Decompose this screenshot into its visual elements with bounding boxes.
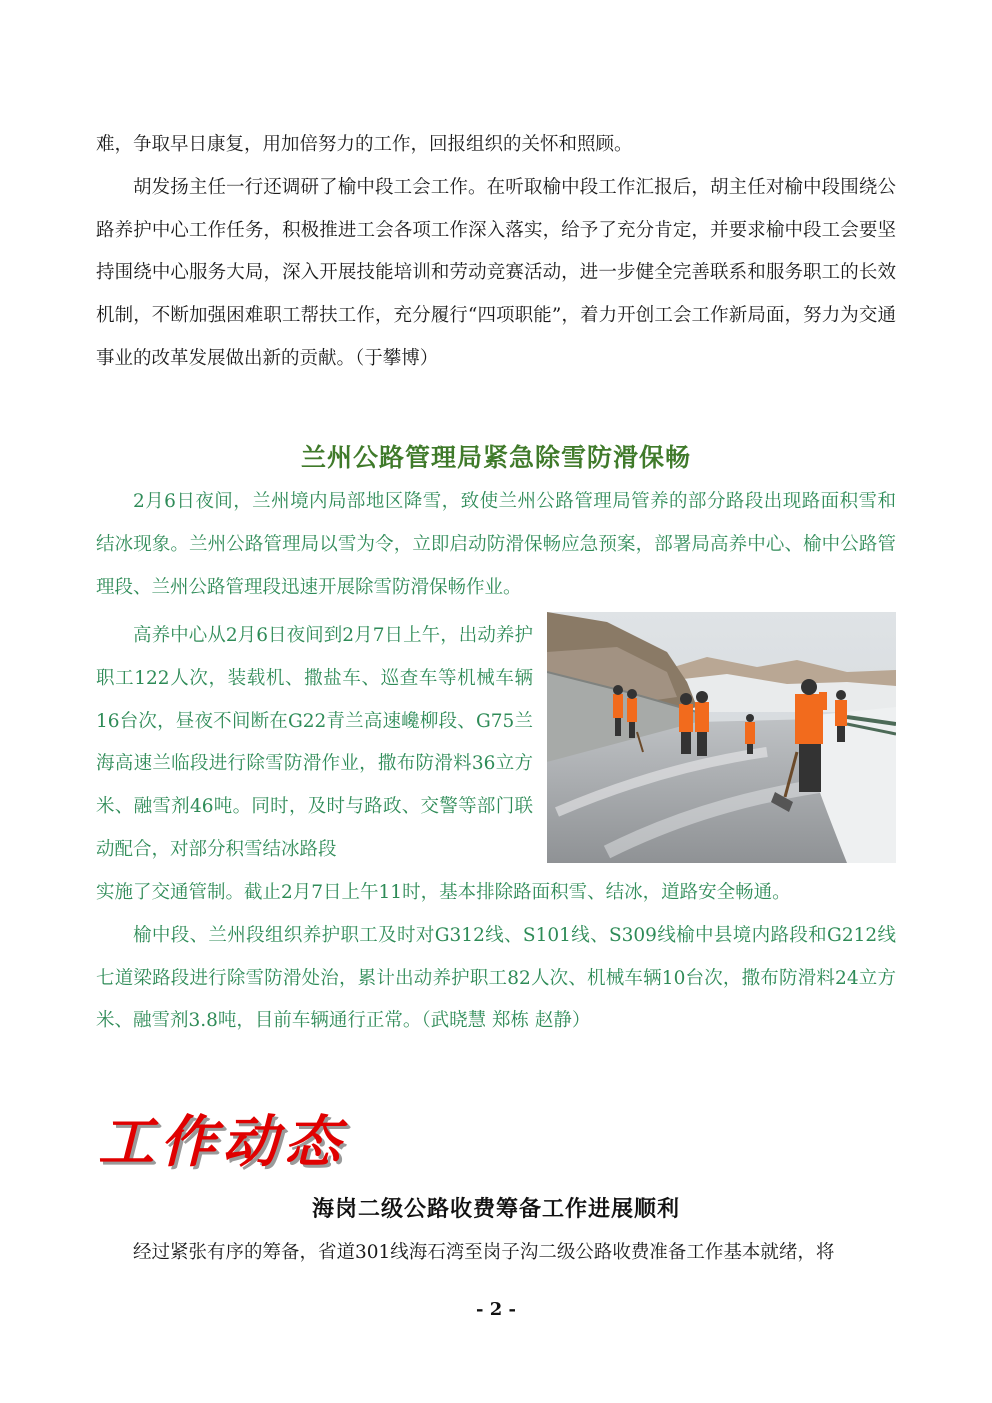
section1-paragraph-2: 胡发扬主任一行还调研了榆中段工会工作。在听取榆中段工作汇报后，胡主任对榆中段围绕公路养护中心工作任务，积极推进工会各项工作深入落实，给予了充分肯定，并要求榆中段工会要坚持围绕中心服务大局，深入开展技能培训和劳动竞赛活动，进一步健全完善联系和服务职工的长效机制，不断加强困难职工帮扶工作，充分履行“四项职能”，着力开创工会工作新局面，努力为交通事业的改革发展做出新的贡献。（于攀博）: [96, 176, 896, 369]
article2-continued-block: [96, 872, 896, 1043]
section1-paragraph-1: 难，争取早日康复，用加倍努力的工作，回报组织的关怀和照顾。: [96, 134, 633, 155]
article3-paragraph-1: 经过紧张有序的筹备，省道301线海石湾至岗子沟二级公路收费准备工作基本就绪，将: [133, 1242, 835, 1263]
article2-paragraph-1: 2月6日夜间，兰州境内局部地区降雪，致使兰州公路管理局管养的部分路段出现路面积雪和结冰现象。兰州公路管理局以雪为令，立即启动防滑保畅应急预案，部署局高养中心、榆中公路管理段、兰州公路管理段迅速开展除雪防滑保畅作业。: [96, 491, 896, 598]
section1-text: [96, 124, 896, 381]
work-news-heading: 工作动态: [98, 1110, 346, 1175]
article2-paragraph-2-block: [96, 615, 533, 872]
article2-paragraph-2-rest: 实施了交通管制。截止2月7日上午11时，基本排除路面积雪、结冰，道路安全畅通。: [96, 882, 791, 903]
snow-clearing-photo: [547, 612, 896, 863]
article2-title: 兰州公路管理局紧急除雪防滑保畅: [300, 443, 691, 472]
article3-paragraph-1-block: [96, 1232, 896, 1275]
page-number: - 2 -: [476, 1299, 516, 1320]
article2-paragraph-2: 高养中心从2月6日夜间到2月7日上午，出动养护职工122人次，装载机、撒盐车、巡查车等机械车辆16台次，昼夜不间断在G22青兰高速巉柳段、G75兰海高速兰临段进行除雪防滑作业，撒布防滑料36立方米、融雪剂46吨。同时，及时与路政、交警等部门联动配合，对部分积雪结冰路段: [96, 625, 533, 860]
article2-paragraph-1-block: [96, 481, 896, 609]
article2-paragraph-3: 榆中段、兰州段组织养护职工及时对G312线、S101线、S309线榆中县境内路段和G212线七道梁路段进行除雪防滑处治，累计出动养护职工82人次、机械车辆10台次，撒布防滑料24立方米、融雪剂3.8吨，目前车辆通行正常。（武晓慧 郑栋 赵静）: [96, 924, 896, 1032]
article3-title: 海岗二级公路收费筹备工作进展顺利: [311, 1197, 680, 1222]
